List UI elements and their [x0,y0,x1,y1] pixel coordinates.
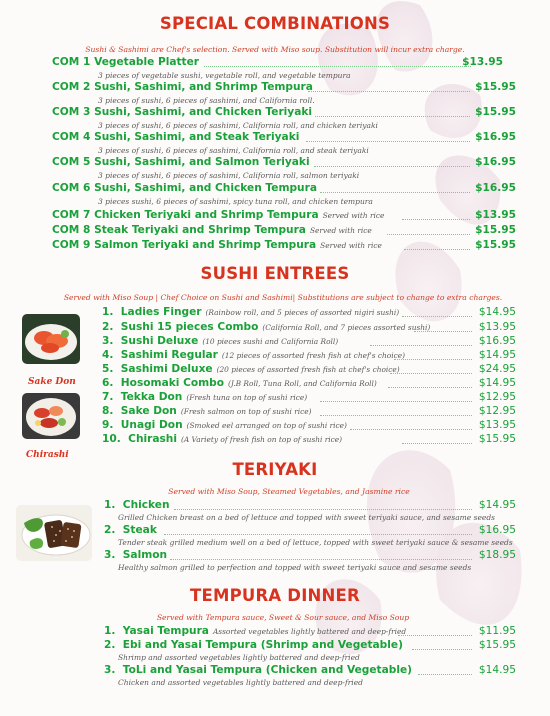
sushi-item-1: 1. Ladies Finger (Rainbow roll, and 5 pieces of assorted nigiri sushi) $14.95 [102,306,516,318]
teriyaki-item-3: 3. Salmon $18.95 [104,549,516,561]
combo-1: COM 1 Vegetable Platter $13.95 [52,56,503,68]
combo-1-desc: 3 pieces of vegetable sushi, vegetable roll, and vegetable tempura [98,71,351,80]
combo-6-desc: 3 pieces sushi, 6 pieces of sashimi, spicy tuna roll, and chicken tempura [98,197,373,206]
tempura-dinner-subtitle: Served with Tempura sauce, Sweet & Sour sauce, and Miso Soup [156,613,410,622]
sushi-item-7: 7. Tekka Don (Fresh tuna on top of sushi rice) $12.95 [102,391,516,403]
combo-5-desc: 3 pieces of sushi, 6 pieces of sashimi, California roll, salmon teriyaki [98,171,360,180]
sushi-item-2: 2. Sushi 15 pieces Combo (California Roll, and 7 pieces assorted sushi) $13.95 [102,321,516,333]
teriyaki-item-3-desc: Healthy salmon grilled to perfection and topped with sweet teriyaki sauce and sesame seeds [118,563,472,572]
combo-4-desc: 3 pieces of sushi, 6 pieces of sashimi, California roll, and steak teriyaki [98,146,369,155]
teriyaki-photo [16,505,92,561]
teriyaki-item-2: 2. Steak $16.95 [104,524,516,536]
chirashi-photo [22,393,80,439]
teriyaki-item-1: 1. Chicken $14.95 [104,499,516,511]
chirashi-caption: Chirashi [26,450,69,460]
tempura-dinner-title: TEMPURA DINNER [190,586,360,605]
teriyaki-subtitle: Served with Miso Soup, Steamed Vegetables, and Jasmine rice [168,487,410,496]
sushi-item-4: 4. Sashimi Regular (12 pieces of assorted fresh fish at chef's choice) $14.95 [102,349,516,361]
sushi-item-5: 5. Sashimi Deluxe (20 pieces of assorted fresh fish at chef's choice) $24.95 [102,363,516,375]
combo-9: COM 9 Salmon Teriyaki and Shrimp Tempura Served with rice $15.95 [52,239,516,251]
sushi-item-3: 3. Sushi Deluxe (10 pieces sushi and California Roll) $16.95 [102,335,516,347]
sushi-item-9: 9. Unagi Don (Smoked eel arranged on top of sushi rice) $13.95 [102,419,516,431]
sushi-item-6: 6. Hosomaki Combo (J.B Roll, Tuna Roll, and California Roll) $14.95 [102,377,516,389]
sushi-item-10: 10. Chirashi (A Variety of fresh fish on top of sushi rice) $15.95 [102,433,516,445]
teriyaki-title: TERIYAKI [232,460,318,479]
combo-2: COM 2 Sushi, Sashimi, and Shrimp Tempura $15.95 [52,81,516,93]
tempura-item-2-desc: Shrimp and assorted vegetables lightly battered and deep-fried [118,653,360,662]
combo-8: COM 8 Steak Teriyaki and Shrimp Tempura Served with rice $15.95 [52,224,516,236]
sushi-entrees-title: SUSHI ENTREES [200,264,350,283]
sake-don-caption: Sake Don [28,377,76,387]
tempura-item-3: 3. ToLi and Yasai Tempura (Chicken and Vegetable) $14.95 [104,664,516,676]
sushi-entrees-subtitle: Served with Miso Soup | Chef Choice on Sushi and Sashimi| Substitutions are subject to change to extra charges. [63,293,503,302]
teriyaki-item-1-desc: Grilled Chicken breast on a bed of lettuce and topped with sweet teriyaki sauce, and sesame seeds [118,513,495,522]
combo-7: COM 7 Chicken Teriyaki and Shrimp Tempura Served with rice $13.95 [52,209,516,221]
sake-don-photo [22,314,80,364]
teriyaki-item-2-desc: Tender steak grilled medium well on a bed of lettuce, topped with sweet teriyaki sauce & sesame seeds [118,538,513,547]
sushi-item-8: 8. Sake Don (Fresh salmon on top of sushi rice) $12.95 [102,405,516,417]
combo-2-desc: 3 pieces of sushi, 6 pieces of sashimi, and California roll. [98,96,315,105]
tempura-item-1: 1. Yasai Tempura Assorted vegetables lightly battered and deep-fried $11.95 [104,625,516,637]
combo-4: COM 4 Sushi, Sashimi, and Steak Teriyaki $16.95 [52,131,516,143]
tempura-item-2: 2. Ebi and Yasai Tempura (Shrimp and Vegetable) $15.95 [104,639,516,651]
combo-3-desc: 3 pieces of sushi, 6 pieces of sashimi, California roll, and chicken teriyaki [98,121,378,130]
combo-6: COM 6 Sushi, Sashimi, and Chicken Tempura $16.95 [52,182,516,194]
special-combinations-title: SPECIAL COMBINATIONS [159,14,391,33]
special-combinations-subtitle: Sushi & Sashimi are Chef's selection. Served with Miso soup. Substitution will incur extra charge. [85,45,465,54]
combo-5: COM 5 Sushi, Sashimi, and Salmon Teriyaki $16.95 [52,156,516,168]
combo-3: COM 3 Sushi, Sashimi, and Chicken Teriyaki $15.95 [52,106,516,118]
tempura-item-3-desc: Chicken and assorted vegetables lightly battered and deep-fried [118,678,363,687]
